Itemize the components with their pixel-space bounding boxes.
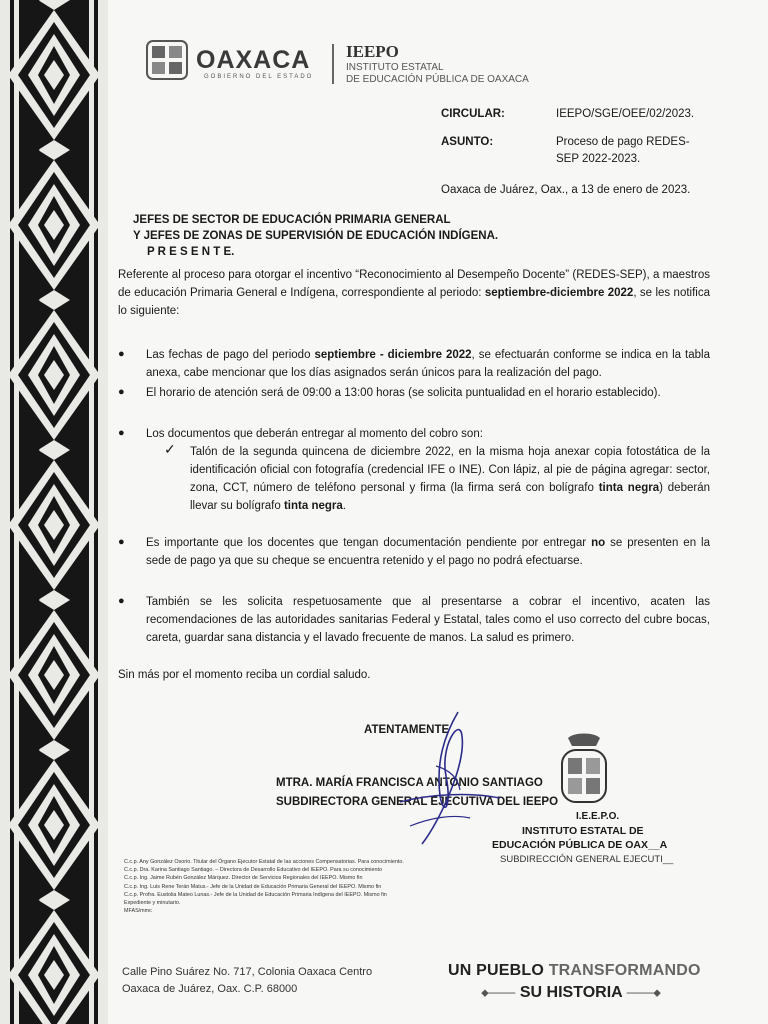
asunto-line-2: SEP 2022-2023.: [556, 153, 641, 165]
intro-bold: septiembre-diciembre 2022: [484, 287, 634, 299]
ccp-line: C.c.p. Dra. Karina Santiago Santiago. – Directora de Desarrollo Educativo del IEEPO. Para su conocimiento: [124, 867, 382, 874]
bullet-1: [146, 346, 710, 382]
bullet-1-text-1: Las fechas de pago del periodo: [146, 349, 315, 361]
bullet-3: Los documentos que deberán entregar al momento del cobro son:: [146, 428, 483, 440]
slogan-part-b: TRANSFORMANDO: [548, 962, 701, 979]
asunto-label: ASUNTO:: [441, 136, 494, 148]
bullet-4-bold: no: [591, 537, 606, 549]
ccp-line: Expediente y minutario.: [124, 900, 181, 907]
decorative-border: [0, 0, 108, 1024]
slogan-line-1: [448, 962, 701, 980]
stamp-seal-icon: [556, 732, 612, 808]
coat-of-arms-icon: [146, 40, 188, 80]
stamp-line-3: EDUCACIÓN PÚBLICA DE OAX__A: [492, 839, 668, 851]
bullet-icon: ●: [118, 348, 125, 360]
signer-name: MTRA. MARÍA FRANCISCA ANTONIO SANTIAGO: [276, 777, 543, 789]
circular-value: IEEPO/SGE/OEE/02/2023.: [556, 108, 695, 120]
ccp-line: C.c.p. Ing. Jaime Rubén González Márquez. Director de Servicios Regionales del IEEPO. Mismo fin: [124, 875, 363, 882]
handwritten-signature: [340, 706, 510, 856]
institute-line-2: DE EDUCACIÓN PÚBLICA DE OAXACA: [346, 74, 529, 85]
atentamente: ATENTAMENTE: [364, 724, 450, 736]
asunto-line-1: Proceso de pago REDES-: [556, 136, 690, 148]
institute-line-1: INSTITUTO ESTATAL: [346, 62, 444, 73]
address-line-1: Calle Pino Suárez No. 717, Colonia Oaxaca Centro: [122, 966, 373, 978]
addressees: [133, 212, 498, 260]
slogan-part-a: UN PUEBLO: [448, 962, 545, 979]
addressee-line-2: Y JEFES DE ZONAS DE SUPERVISIÓN DE EDUCACIÓN INDÍGENA.: [133, 230, 499, 242]
carbon-copy-list: [124, 858, 524, 915]
bullet-1-bold: septiembre - diciembre 2022: [314, 349, 472, 361]
addressee-line-3: P R E S E N T E.: [147, 246, 235, 258]
bullet-4-text-1: Es importante que los docentes que tengan documentación pendiente por entregar: [146, 537, 592, 549]
bullet-icon: ●: [118, 386, 125, 398]
diamond-rule-icon: ◆———: [481, 987, 516, 998]
stamp-line-4: SUBDIRECCIÓN GENERAL EJECUTI__: [500, 854, 674, 865]
check-bold-1: tinta negra: [598, 482, 660, 494]
bullet-icon: ●: [118, 595, 125, 607]
ccp-line: C.c.p. Any González Osorio. Titular del Órgano Ejecutor Estatal de las acciones Compensatorias. Para conocimiento.: [124, 859, 404, 865]
diamond-rule-icon: ———◆: [626, 987, 661, 998]
slogan-line-2: [448, 984, 694, 1002]
border-pattern: [0, 0, 108, 1024]
header-divider: [332, 44, 334, 84]
closing-text: Sin más por el momento reciba un cordial saludo.: [118, 669, 371, 681]
bullet-icon: ●: [118, 427, 125, 439]
signer-title: SUBDIRECTORA GENERAL EJECUTIVA DEL IEEPO: [276, 796, 559, 808]
footer-address: [122, 964, 372, 998]
check-item: [190, 443, 710, 515]
check-text-1: Talón de la segunda quincena de diciembre 2022, en la misma hoja anexar copia fotostática de la identificación oficial con fotografía (credencial IFE o INE). Con lápiz, al pie de página agregar: sector, zona, CCT, número de teléfono personal y firma (la firma será con bolígrafo: [190, 446, 710, 494]
bullet-2: El horario de atención será de 09:00 a 13:00 horas (se solicita puntualidad en el horario establecido).: [146, 387, 661, 399]
intro-text-1: Referente al proceso para otorgar el incentivo “Reconocimiento al Desempeño Docente” (REDES-SEP), a maestros de educación Primaria General e Indígena, correspondiente al periodo:: [118, 269, 710, 299]
stamp-line-2: INSTITUTO ESTATAL DE: [522, 825, 644, 837]
bullet-5: También se les solicita respetuosamente que al presentarse a cobrar el incentivo, acaten las recomendaciones de las autoridades sanitarias Federal y Estatal, tales como el uso correcto del cubre bocas, careta, guardar sana distancia y el lavado frecuente de manos. La salud es primero.: [146, 596, 710, 644]
checkmark-icon: ✓: [164, 441, 176, 457]
slogan-part-c: SU HISTORIA: [519, 984, 623, 1001]
addressee-line-1: JEFES DE SECTOR DE EDUCACIÓN PRIMARIA GENERAL: [133, 214, 451, 226]
ccp-line: C.c.p. Profra. Eustolia Mateo Lunas.- Jefe de la Unidad de Educación Primaria Indígena del IEEPO. Mismo fin: [124, 891, 387, 898]
check-bold-2: tinta negra: [283, 500, 343, 512]
stamp-line-1: I.E.E.P.O.: [576, 811, 620, 822]
oaxaca-logo: [146, 40, 314, 85]
document-date: Oaxaca de Juárez, Oax., a 13 de enero de 2023.: [441, 184, 691, 196]
institute-acronym: IEEPO: [346, 42, 399, 61]
ccp-line: MFAS/mmc: [124, 908, 152, 915]
address-line-2: Oaxaca de Juárez, Oax. C.P. 68000: [122, 983, 298, 995]
circular-label: CIRCULAR:: [441, 108, 505, 120]
bullet-1-text-2: , se efectuarán conforme se indica en la tabla anexa, cabe mencionar que los días asignados serán únicos para la realización del pago.: [146, 349, 710, 379]
state-subtitle: GOBIERNO DEL ESTADO: [204, 74, 314, 80]
ccp-line: C.c.p. Ing. Luis Rene Terán Matus.- Jefe de la Unidad de Educación Primaria General del IEEPO. Mismo fin: [124, 883, 382, 890]
bullet-4: [146, 534, 710, 570]
institute-name: [346, 62, 529, 86]
intro-paragraph: [118, 266, 710, 320]
check-text-2: ) deberán llevar su bolígrafo: [190, 482, 710, 512]
bullet-4-text-2: se presenten en la sede de pago ya que su cheque se encuentra retenido y el pago no podrá efectuarse.: [146, 537, 710, 567]
state-name: OAXACA: [196, 46, 311, 74]
check-text-3: .: [342, 500, 346, 512]
intro-text-2: , se les notifica lo siguiente:: [118, 287, 710, 317]
bullet-icon: ●: [118, 536, 125, 548]
